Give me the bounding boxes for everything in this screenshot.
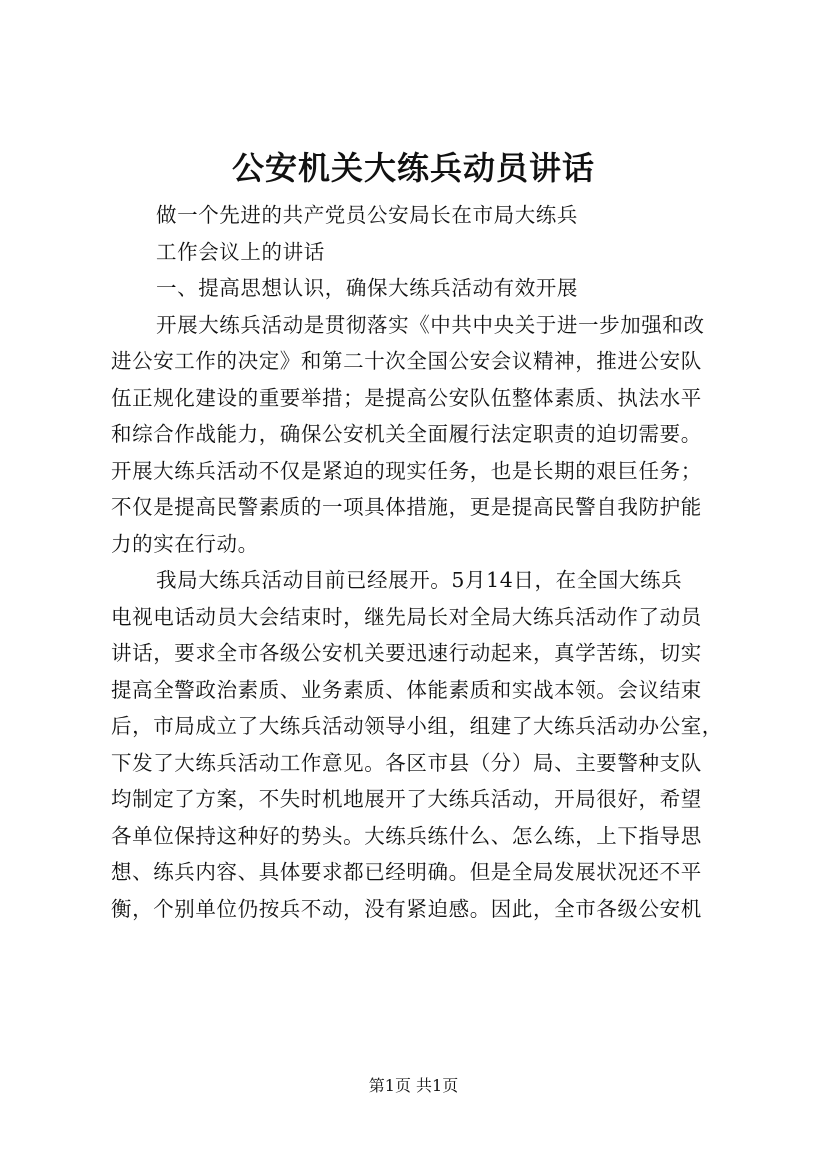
document-title: 公安机关大练兵动员讲话 xyxy=(231,149,595,187)
text-line: 一、提高思想认识，确保大练兵活动有效开展 xyxy=(156,276,578,300)
text-line: 开展大练兵活动是贯彻落实《中共中央关于进一步加强和改 xyxy=(156,312,705,337)
text-line: 开展大练兵活动不仅是紧迫的现实任务，也是长期的艰巨任务； xyxy=(111,458,702,483)
text-line: 进公安工作的决定》和第二十次全国公安会议精神，推进公安队 xyxy=(111,349,702,373)
text-line: 想、练兵内容、具体要求都已经明确。但是全局发展状况还不平 xyxy=(111,860,702,884)
page-footer: 第1页 共1页 xyxy=(368,1076,459,1095)
text-line: 做一个先进的共产党员公安局长在市局大练兵 xyxy=(156,203,578,227)
text-line: 电视电话动员大会结束时，继先局长对全局大练兵活动作了动员 xyxy=(111,604,702,629)
text-line: 提高全警政治素质、业务素质、体能素质和实战本领。会议结束 xyxy=(111,677,702,702)
text-line: 工作会议上的讲话 xyxy=(156,239,325,264)
text-line: 力的实在行动。 xyxy=(111,531,259,556)
text-line: 下发了大练兵活动工作意见。各区市县（分）局、主要警种支队 xyxy=(111,750,702,775)
text-line: 讲话，要求全市各级公安机关要迅速行动起来，真学苦练，切实 xyxy=(111,641,702,665)
text-line: 各单位保持这种好的势头。大练兵练什么、怎么练，上下指导思 xyxy=(111,823,702,848)
text-line: 均制定了方案，不失时机地展开了大练兵活动，开局很好，希望 xyxy=(111,787,702,811)
text-line: 衡，个别单位仍按兵不动，没有紧迫感。因此，全市各级公安机 xyxy=(111,896,702,921)
text-line: 和综合作战能力，确保公安机关全面履行法定职责的迫切需要。 xyxy=(111,422,702,446)
text-line: 不仅是提高民警素质的一项具体措施，更是提高民警自我防护能 xyxy=(111,495,702,519)
document-body xyxy=(111,197,737,927)
text-line: 后，市局成立了大练兵活动领导小组，组建了大练兵活动办公室， xyxy=(111,714,723,738)
text-line: 伍正规化建设的重要举措；是提高公安队伍整体素质、执法水平 xyxy=(111,385,702,410)
text-line: 我局大练兵活动目前已经展开。5月14日，在全国大练兵 xyxy=(156,568,683,592)
